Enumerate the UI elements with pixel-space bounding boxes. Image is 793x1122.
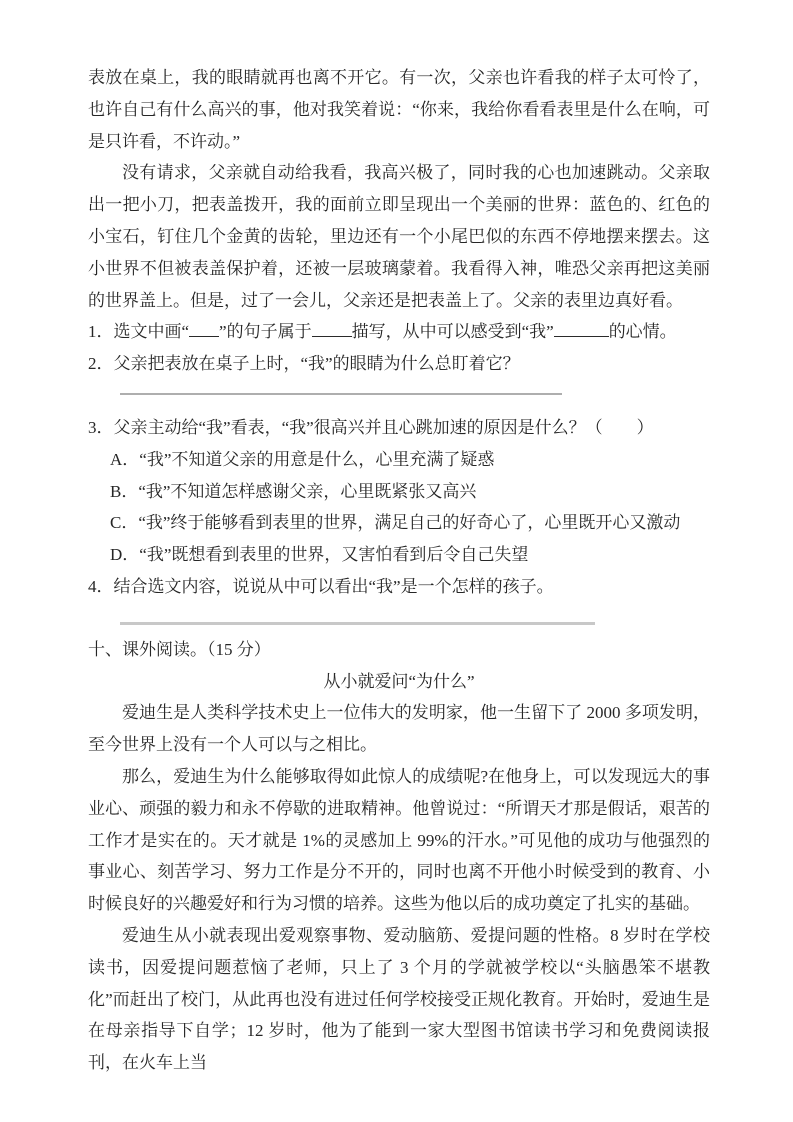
essay-title: 从小就爱问“为什么” xyxy=(323,671,475,691)
essay-paragraph-2: 那么，爱迪生为什么能够取得如此惊人的成绩呢?在他身上，可以发现远大的事业心、顽强的毅力和永不停歇的进取精神。他曾说过：“所谓天才那是假话，艰苦的工作才是实在的。天才就是 1%的灵感加上 99%的汗水。”可见他的成功与他强烈的事业心、刻苦学习、努力工作是分不开的，同时也离不开他小时候受到的教育、小时候良好的兴趣爱好和行为习惯的培养。这些为他以后的成功奠定了扎实的基础。 xyxy=(88,766,710,914)
question-1 xyxy=(88,316,710,348)
question-3: 3．父亲主动给“我”看表，“我”很高兴并且心跳加速的原因是什么？（ ） xyxy=(88,417,654,437)
question-1-blank-1 xyxy=(189,320,219,337)
question-3-option-a: A．“我”不知道父亲的用意是什么，心里充满了疑惑 xyxy=(110,449,495,469)
question-1-text-4: 的心情。 xyxy=(608,322,677,342)
essay-paragraph-1: 爱迪生是人类科学技术史上一位伟大的发明家，他一生留下了 2000 多项发明，至今世界上没有一个人可以与之相比。 xyxy=(88,703,710,755)
section-heading: 十、课外阅读。（15 分） xyxy=(88,639,271,659)
question-1-blank-3 xyxy=(554,320,609,337)
question-4: 4．结合选文内容，说说从中可以看出“我”是一个怎样的孩子。 xyxy=(88,576,554,596)
question-3-option-b: B．“我”不知道怎样感谢父亲，心里既紧张又高兴 xyxy=(110,481,477,501)
question-1-text-2: ”的句子属于 xyxy=(219,322,312,342)
section-divider xyxy=(120,622,595,625)
question-1-text-1: 1．选文中画“ xyxy=(88,322,190,342)
answer-line xyxy=(120,393,562,395)
essay-paragraph-3: 爱迪生从小就表现出爱观察事物、爱动脑筋、爱提问题的性格。8 岁时在学校读书，因爱提问题惹恼了老师，只上了 3 个月的学就被学校以“头脑愚笨不堪教化”而赶出了校门，从此再也没有进过任何学校接受正规化教育。开始时，爱迪生是在母亲指导下自学；12 岁时，他为了能到一家大型图书馆读书学习和免费阅读报刊，在火车上当 xyxy=(88,925,710,1073)
question-1-text-3: 描写，从中可以感受到“我” xyxy=(351,322,554,342)
question-1-blank-2 xyxy=(312,320,352,337)
passage-paragraph: 没有请求，父亲就自动给我看，我高兴极了，同时我的心也加速跳动。父亲取出一把小刀，把表盖拨开，我的面前立即呈现出一个美丽的世界：蓝色的、红色的小宝石，钉住几个金黄的齿轮，里边还有一个小尾巴似的东西不停地摆来摆去。这小世界不但被表盖保护着，还被一层玻璃蒙着。我看得入神，唯恐父亲再把这美丽的世界盖上。但是，过了一会儿，父亲还是把表盖上了。父亲的表里边真好看。 xyxy=(88,163,710,310)
passage-continuation: 表放在桌上，我的眼睛就再也离不开它。有一次，父亲也许看我的样子太可怜了，也许自己有什么高兴的事，他对我笑着说：“你来，我给你看看表里是什么在响，可是只许看，不许动。” xyxy=(88,68,710,151)
question-3-option-d: D．“我”既想看到表里的世界，又害怕看到后令自己失望 xyxy=(110,545,529,565)
question-2: 2．父亲把表放在桌子上时，“我”的眼睛为什么总盯着它？ xyxy=(88,354,520,374)
question-3-option-c: C．“我”终于能够看到表里的世界，满足自己的好奇心了，心里既开心又激动 xyxy=(110,513,681,533)
